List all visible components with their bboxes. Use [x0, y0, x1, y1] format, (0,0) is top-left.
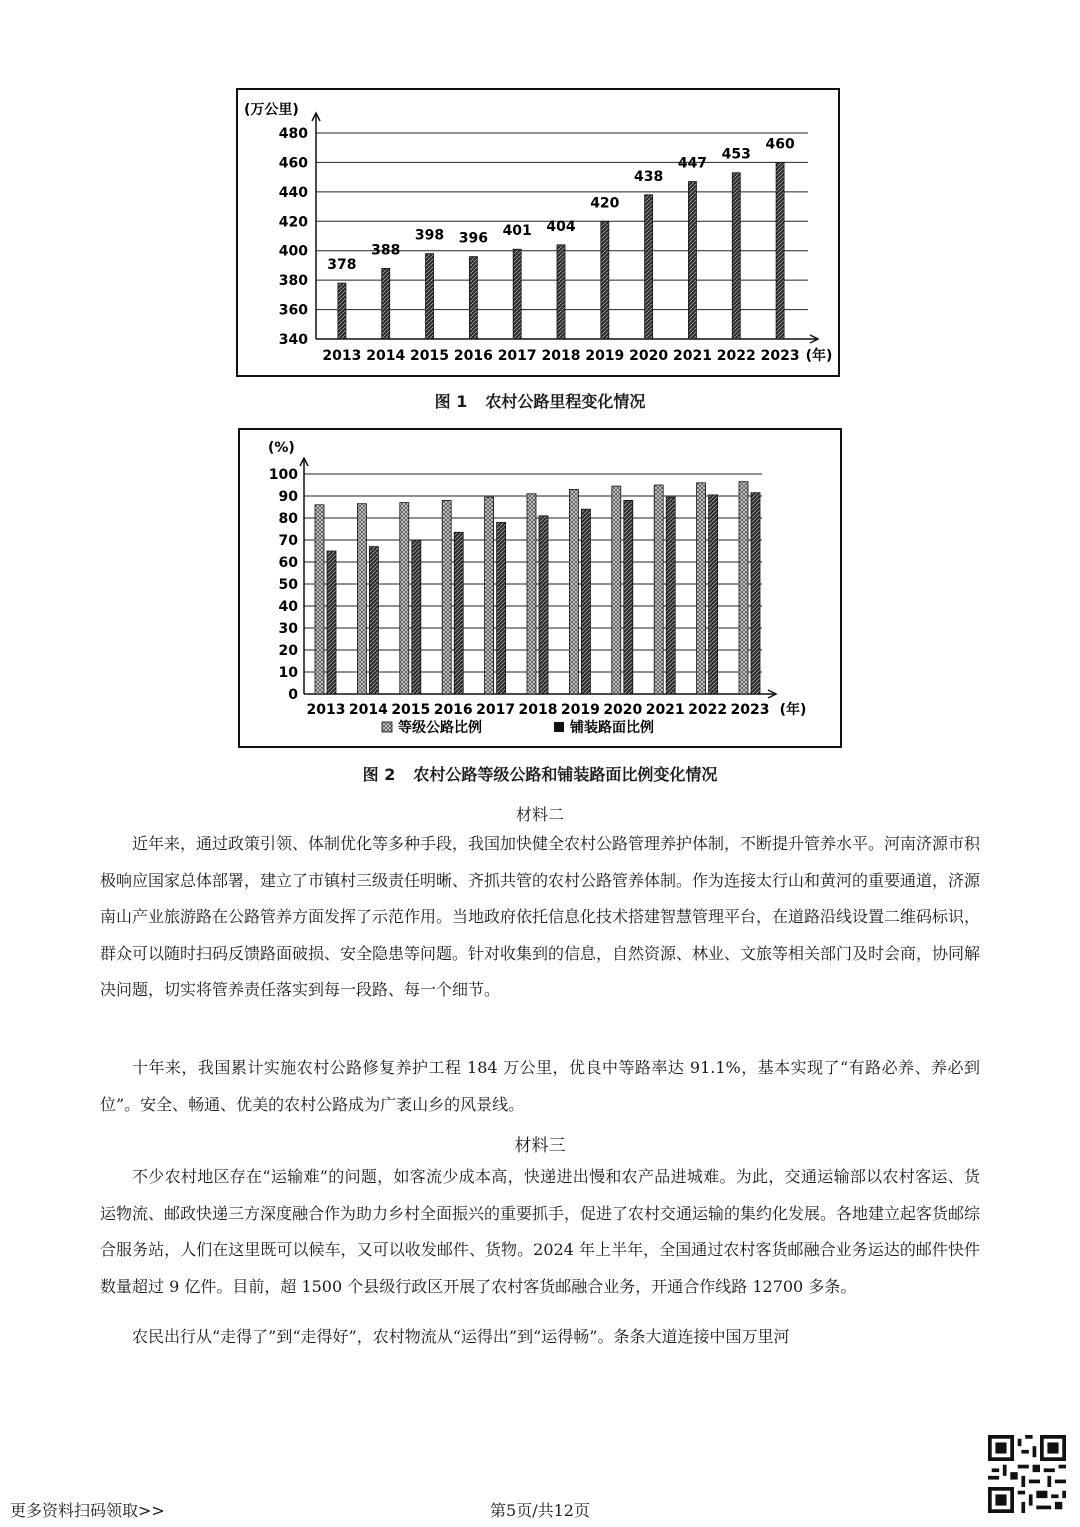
y-tick-label: 60 — [278, 555, 298, 571]
x-tick-label: 2022 — [716, 348, 756, 364]
x-tick-label: 2020 — [629, 348, 669, 364]
bar-paved-road — [624, 500, 633, 694]
y-tick-label: 90 — [278, 489, 298, 505]
data-label: 404 — [546, 218, 576, 235]
bar — [732, 173, 740, 339]
x-tick-label: 2013 — [322, 348, 362, 364]
qr-code-icon[interactable] — [988, 1435, 1066, 1513]
bar-paved-road — [412, 540, 421, 694]
data-label: 420 — [590, 195, 620, 212]
x-tick-label: 2021 — [645, 702, 685, 718]
data-label: 438 — [634, 168, 664, 185]
bar-paved-road — [454, 532, 463, 694]
bar — [469, 257, 477, 339]
y-tick-label: 0 — [288, 687, 298, 703]
bar-paved-road — [369, 547, 378, 694]
bar-paved-road — [709, 495, 718, 694]
x-tick-label: 2015 — [410, 348, 450, 364]
legend-swatch-paved-road — [554, 722, 564, 732]
bar-paved-road — [497, 522, 506, 694]
figure-2-caption-text: 农村公路等级公路和铺装路面比例变化情况 — [413, 765, 718, 784]
data-label: 453 — [721, 146, 751, 163]
y-tick-label: 420 — [278, 214, 308, 231]
x-tick-label: 2023 — [760, 348, 800, 364]
data-label: 460 — [765, 136, 795, 153]
bar-graded-road — [612, 486, 621, 694]
y-tick-label: 30 — [278, 621, 298, 637]
x-tick-label: 2019 — [560, 702, 600, 718]
bar — [688, 182, 696, 339]
bar-graded-road — [442, 500, 451, 694]
figure-2-chart — [238, 428, 842, 748]
x-tick-label: 2014 — [348, 702, 388, 718]
y-tick-label: 40 — [278, 599, 298, 615]
data-label: 388 — [371, 242, 401, 259]
data-label: 378 — [327, 257, 357, 274]
y-tick-label: 340 — [278, 332, 308, 348]
bar-graded-road — [357, 504, 366, 694]
legend-label-paved-road: 铺装路面比例 — [570, 720, 654, 736]
data-label: 398 — [414, 227, 445, 244]
legend-swatch-graded-road — [382, 722, 392, 732]
x-tick-label: 2013 — [306, 702, 346, 718]
x-tick-label: 2020 — [603, 702, 643, 718]
x-tick-label: 2017 — [497, 348, 537, 364]
y-tick-label: 400 — [278, 243, 308, 260]
bar — [338, 283, 346, 339]
y-tick-label: 70 — [278, 533, 298, 549]
bar-graded-road — [315, 505, 324, 694]
y-tick-label: 360 — [278, 302, 308, 319]
y-tick-label: 80 — [278, 511, 298, 527]
bar-paved-road — [751, 493, 760, 694]
y-tick-label: 480 — [278, 126, 308, 142]
data-label: 401 — [502, 223, 532, 240]
x-tick-label: 2016 — [453, 348, 493, 364]
bar-graded-road — [485, 497, 494, 694]
bar-graded-road — [654, 485, 663, 694]
y-axis-unit-label: (%) — [268, 440, 295, 456]
x-tick-label: 2023 — [730, 702, 770, 718]
x-tick-label: 2018 — [518, 702, 558, 718]
bar — [645, 195, 653, 339]
figure-1-caption-number: 图 1 — [434, 392, 468, 411]
figure-2-caption — [0, 762, 1080, 785]
y-tick-label: 100 — [268, 467, 298, 483]
bar — [426, 254, 434, 339]
bar-graded-road — [400, 503, 409, 694]
data-label: 396 — [458, 230, 488, 247]
bar — [776, 162, 784, 339]
bar-paved-road — [666, 497, 675, 694]
x-tick-label: 2022 — [688, 702, 728, 718]
y-tick-label: 20 — [278, 643, 298, 659]
figure-1-caption-text: 农村公路里程变化情况 — [485, 392, 646, 411]
y-tick-label: 460 — [278, 155, 308, 172]
material-3-paragraph-2: 农民出行从“走得了”到“走得好”，农村物流从“运得出”到“运得畅”。条条大道连接中国万里河 — [132, 1327, 790, 1346]
bar — [382, 268, 390, 339]
bar-graded-road — [739, 482, 748, 694]
x-tick-label: 2014 — [366, 348, 406, 364]
x-tick-label: 2016 — [433, 702, 473, 718]
bar-paved-road — [581, 509, 590, 694]
x-tick-label: 2021 — [672, 348, 712, 364]
material-3-title: 材料三 — [514, 1136, 566, 1156]
y-tick-label: 50 — [278, 577, 298, 593]
material-2-title: 材料二 — [515, 805, 564, 824]
page-number: 第5页/共12页 — [490, 1501, 590, 1520]
material-2-paragraph-1: 近年来，通过政策引领、体制优化等多种手段，我国加快健全农村公路管理养护体制，不断提升管养水平。河南济源市积极响应国家总体部署，建立了市镇村三级责任明晰、齐抓共管的农村公路管养体制。作为连接太行山和黄河的重要通道，济源南山产业旅游路在公路管养方面发挥了示范作用。当地政府依托信息化技术搭建智慧管理平台，在道路沿线设置二维码标识，群众可以随时扫码反馈路面破损、安全隐患等问题。针对收集到的信息，自然资源、林业、文旅等相关部门及时会商，协同解决问题，切实将管养责任落实到每一段路、每一个细节。 — [100, 834, 981, 1000]
bar — [601, 221, 609, 339]
y-tick-label: 10 — [278, 665, 298, 681]
figure-1-svg — [238, 90, 838, 375]
bar-graded-road — [527, 494, 536, 694]
figure-1-caption — [0, 389, 1080, 412]
figure-2-caption-number: 图 2 — [362, 765, 396, 784]
figure-1-chart — [236, 88, 840, 377]
figure-2-svg — [240, 430, 840, 746]
x-axis-unit-label: (年) — [779, 702, 807, 718]
legend-label-graded-road: 等级公路比例 — [398, 720, 482, 736]
bar — [557, 245, 565, 339]
x-tick-label: 2018 — [541, 348, 581, 364]
y-axis-unit-label: (万公里) — [244, 102, 299, 118]
material-3-paragraph-1: 不少农村地区存在“运输难”的问题，如客流少成本高，快递进出慢和农产品进城难。为此，交通运输部以农村客运、货运物流、邮政快递三方深度融合作为助力乡村全面振兴的重要抓手，促进了农村交通运输的集约化发展。各地建立起客货邮综合服务站，人们在这里既可以候车，又可以收发邮件、货物。2024 年上半年，全国通过农村客货邮融合业务运达的邮件快件数量超过 9 亿件。目前，超 1500 个县级行政区开展了农村客货邮融合业务，开通合作线路 12700 多条。 — [100, 1167, 981, 1296]
footer-promo-link[interactable]: 更多资料扫码领取>> — [10, 1501, 165, 1520]
x-tick-label: 2015 — [391, 702, 431, 718]
x-axis-unit-label: (年) — [805, 348, 833, 364]
bar-graded-road — [569, 489, 578, 694]
x-tick-label: 2017 — [476, 702, 516, 718]
y-tick-label: 440 — [278, 184, 308, 201]
bar-paved-road — [327, 551, 336, 694]
x-tick-label: 2019 — [585, 348, 625, 364]
bar-graded-road — [697, 483, 706, 694]
material-2-paragraph-2: 十年来，我国累计实施农村公路修复养护工程 184 万公里，优良中等路率达 91.1%，基本实现了“有路必养、养必到位”。安全、畅通、优美的农村公路成为广袤山乡的风景线。 — [100, 1058, 980, 1114]
bar-paved-road — [539, 516, 548, 694]
bar — [513, 249, 521, 339]
data-label: 447 — [677, 155, 708, 172]
y-tick-label: 380 — [278, 273, 308, 290]
